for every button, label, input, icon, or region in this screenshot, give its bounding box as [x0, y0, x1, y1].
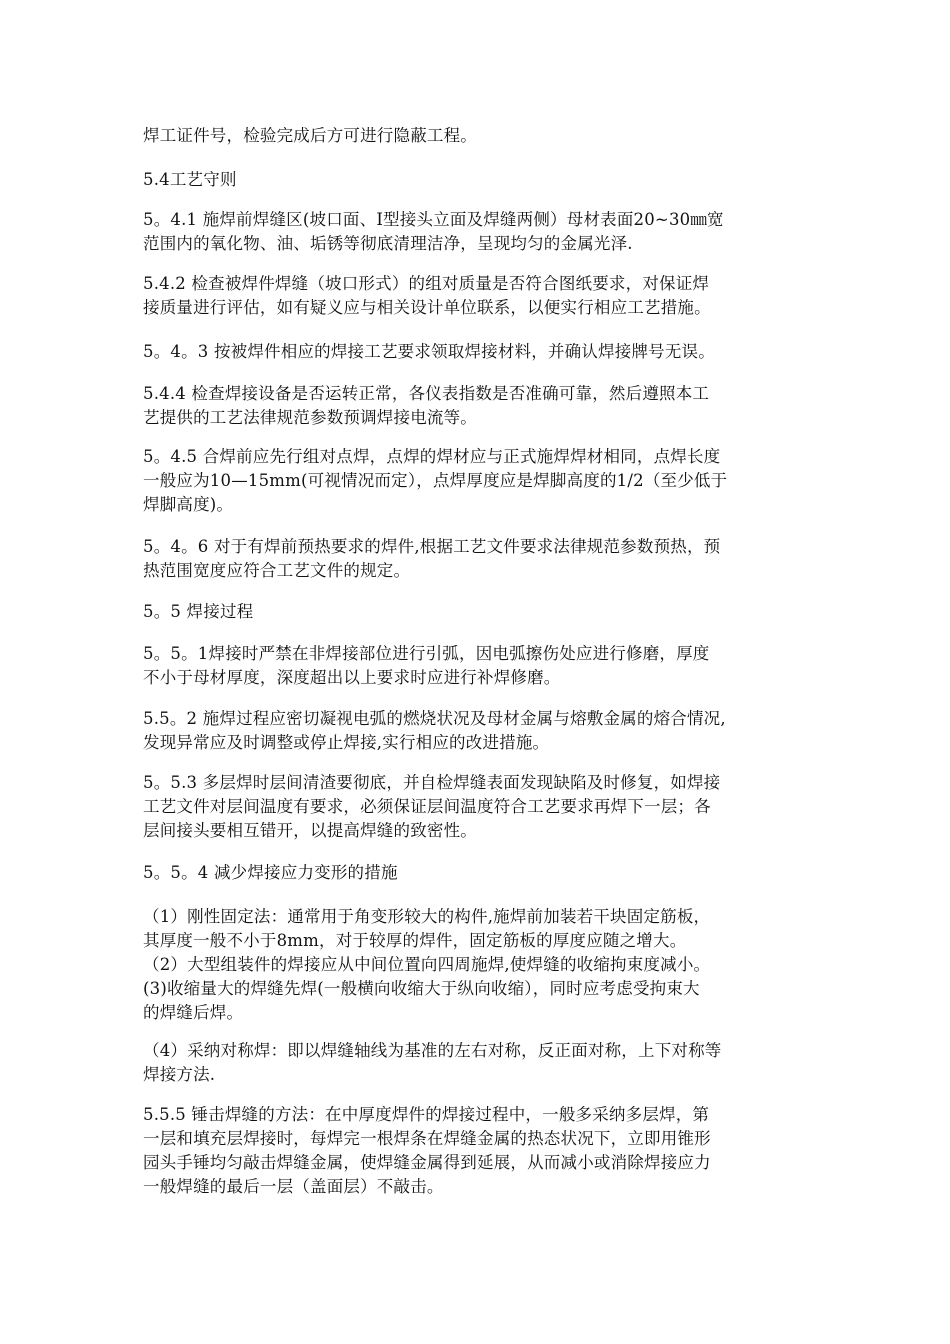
paragraph-5-5-1: [143, 642, 823, 690]
paragraph-5-5-2: [143, 707, 823, 755]
paragraph-5-4-2: [143, 272, 823, 320]
text-line: 5.4.4 检查焊接设备是否运转正常，各仪表指数是否准确可靠，然后遵照本工: [143, 384, 710, 403]
paragraph-5-5-3: [143, 771, 823, 843]
paragraph-symmetric-welding: [143, 1039, 823, 1087]
text-line: 范围内的氧化物、油、垢锈等彻底清理洁净，呈现均匀的金属光泽.: [143, 234, 633, 253]
text-line: （2）大型组装件的焊接应从中间位置向四周施焊,使焊缝的收缩拘束度减小。: [143, 955, 711, 974]
text-line: 一般应为10—15mm(可视情况而定），点焊厚度应是焊脚高度的1/2（至少低于: [143, 471, 728, 490]
text-line: （1）刚性固定法：通常用于角变形较大的构件,施焊前加装若干块固定筋板，: [143, 907, 711, 926]
paragraph-5-4-3: [143, 340, 823, 364]
text-line: 层间接头要相互错开，以提高焊缝的致密性。: [143, 821, 477, 840]
text-line: 5。5。1焊接时严禁在非焊接部位进行引弧，因电弧擦伤处应进行修磨，厚度: [143, 644, 710, 663]
section-heading-5-5-4: [143, 861, 823, 885]
text-line: (3)收缩量大的焊缝先焊(一般横向收缩大于纵向收缩），同时应考虑受拘束大: [143, 979, 700, 998]
text-line: 5.5.5 锤击焊缝的方法：在中厚度焊件的焊接过程中，一般多采纳多层焊，第: [143, 1105, 710, 1124]
section-heading-5-4: [143, 168, 823, 192]
text-line: 一般焊缝的最后一层（盖面层）不敲击。: [143, 1177, 444, 1196]
text-line: 热范围宽度应符合工艺文件的规定。: [143, 561, 411, 580]
text-line: 一层和填充层焊接时，每焊完一根焊条在焊缝金属的热态状况下，立即用锥形: [143, 1129, 711, 1148]
text-line: 焊接方法.: [143, 1065, 216, 1084]
text-line: 5。4.1 施焊前焊缝区(坡口面、I型接头立面及焊缝两侧）母材表面20~30㎜宽: [143, 210, 724, 229]
text-line: 接质量进行评估，如有疑义应与相关设计单位联系，以便实行相应工艺措施。: [143, 298, 711, 317]
text-line: 5。5 焊接过程: [143, 602, 254, 621]
text-line: 艺提供的工艺法律规范参数预调焊接电流等。: [143, 408, 477, 427]
section-heading-5-5: [143, 600, 823, 624]
text-line: 5.4.2 检查被焊件焊缝（坡口形式）的组对质量是否符合图纸要求，对保证焊: [143, 274, 710, 293]
paragraph-stress-measures-list: [143, 905, 823, 1025]
text-line: 工艺文件对层间温度有要求，必须保证层间温度符合工艺要求再焊下一层；各: [143, 797, 711, 816]
text-line: 的焊缝后焊。: [143, 1003, 244, 1022]
paragraph-5-5-5: [143, 1103, 823, 1199]
text-line: 5.5。2 施焊过程应密切凝视电弧的燃烧状况及母材金属与熔敷金属的熔合情况,: [143, 709, 726, 728]
text-line: 5。5。4 减少焊接应力变形的措施: [143, 863, 398, 882]
text-line: 不小于母材厚度，深度超出以上要求时应进行补焊修磨。: [143, 668, 561, 687]
text-line: 5。4.5 合焊前应先行组对点焊，点焊的焊材应与正式施焊焊材相同，点焊长度: [143, 447, 721, 466]
paragraph-inspection-note: [143, 124, 823, 148]
paragraph-5-4-5: [143, 445, 823, 517]
paragraph-5-4-6: [143, 535, 823, 583]
text-line: 园头手锤均匀敲击焊缝金属，使焊缝金属得到延展，从而减小或消除焊接应力: [143, 1153, 711, 1172]
paragraph-5-4-4: [143, 382, 823, 430]
text-line: 其厚度一般不小于8mm，对于较厚的焊件，固定筋板的厚度应随之增大。: [143, 931, 687, 950]
text-line: 5。4。3 按被焊件相应的焊接工艺要求领取焊接材料，并确认焊接牌号无误。: [143, 342, 715, 361]
text-line: （4）采纳对称焊：即以焊缝轴线为基准的左右对称，反正面对称，上下对称等: [143, 1041, 722, 1060]
text-line: 焊工证件号，检验完成后方可进行隐蔽工程。: [143, 126, 477, 145]
text-line: 发现异常应及时调整或停止焊接,实行相应的改进措施。: [143, 733, 550, 752]
paragraph-5-4-1: [143, 208, 823, 256]
text-line: 5.4工艺守则: [143, 170, 237, 189]
text-line: 5。4。6 对于有焊前预热要求的焊件,根据工艺文件要求法律规范参数预热，预: [143, 537, 721, 556]
text-line: 焊脚高度)。: [143, 495, 234, 514]
text-line: 5。5.3 多层焊时层间清渣要彻底，并自检焊缝表面发现缺陷及时修复，如焊接: [143, 773, 721, 792]
